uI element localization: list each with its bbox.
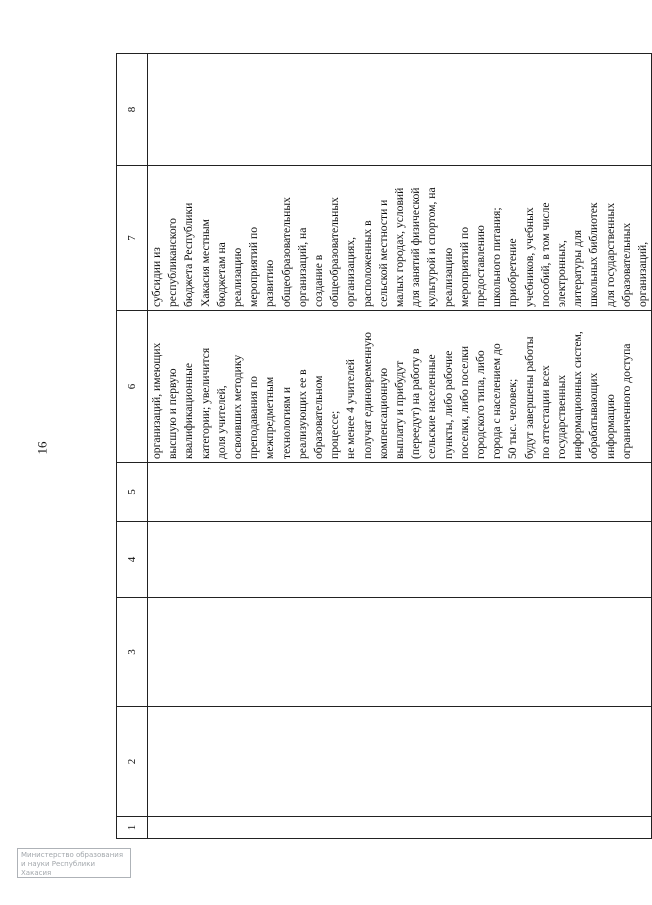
- col7-line: для государственных: [603, 202, 617, 307]
- col6-line: образовательном: [312, 375, 326, 459]
- col7-line: культурой и спортом, на: [425, 187, 439, 307]
- col6-line: не менее 4 учителей: [344, 358, 358, 459]
- col6-text: [148, 311, 635, 462]
- col6-line: по аттестации всех: [538, 365, 552, 459]
- col6-line: ограниченного доступа: [619, 343, 633, 459]
- col6-line: получат единовременную: [360, 332, 374, 459]
- col6-line: будут завершены работы: [522, 336, 536, 459]
- col6-line: организаций, имеющих: [150, 342, 163, 459]
- col7-line: школьных библиотек: [587, 202, 601, 307]
- column-number-3: 3: [117, 598, 148, 707]
- col6-line: города с населением до: [490, 343, 504, 459]
- column-number-2: 2: [117, 707, 148, 817]
- registration-stamp: [17, 848, 131, 878]
- rotated-table-container: [116, 54, 650, 839]
- col7-line: электронных,: [555, 240, 569, 307]
- column-number-row: [117, 54, 148, 839]
- table-cell-col1: [148, 817, 652, 839]
- col7-line: организациях,: [344, 236, 358, 307]
- col6-line: процессе;: [328, 410, 342, 459]
- col6-line: высшую и первую: [166, 368, 180, 459]
- col7-line: для занятий физической: [409, 187, 423, 307]
- col7-line: организаций,: [636, 241, 650, 307]
- column-number-1: 1: [117, 817, 148, 839]
- col7-line: мероприятий по: [457, 227, 471, 307]
- col7-line: реализацию: [231, 247, 245, 307]
- col7-line: общеобразовательных: [279, 197, 293, 307]
- column-number-5: 5: [117, 463, 148, 522]
- col7-line: создание в: [312, 254, 326, 307]
- col7-line: Хакасия местным: [198, 218, 212, 307]
- page-number: 16: [34, 441, 50, 455]
- col7-line: бюджетам на: [214, 242, 228, 307]
- col6-line: выплату и прибудут: [393, 360, 407, 459]
- table-cell-col7: [148, 166, 652, 311]
- col7-line: реализацию: [441, 247, 455, 307]
- col6-line: технологиям и: [279, 386, 293, 459]
- col6-line: обрабатывающих: [587, 372, 601, 459]
- col7-line: бюджета Республики: [182, 202, 196, 307]
- table-cell-col8: [148, 54, 652, 166]
- table-row: [148, 54, 652, 839]
- table-cell-col6: [148, 311, 652, 463]
- col7-line: школьного питания;: [490, 207, 504, 307]
- column-number-8: 8: [117, 54, 148, 166]
- col6-line: сельские населенные: [425, 354, 439, 459]
- table-cell-col5: [148, 463, 652, 522]
- col7-line: организаций, на: [295, 227, 309, 307]
- col7-line: мероприятий по: [247, 227, 261, 307]
- col6-line: городского типа, либо: [474, 350, 488, 459]
- col7-line: республиканского: [166, 218, 180, 307]
- col6-line: государственных: [555, 374, 569, 459]
- table-cell-col4: [148, 522, 652, 598]
- col6-line: (переедут) на работу в: [409, 348, 423, 459]
- col6-line: освоивших методику: [231, 354, 245, 459]
- col7-line: субсидии из: [150, 247, 163, 307]
- column-number-7: 7: [117, 166, 148, 311]
- col6-line: информационных систем,: [571, 331, 585, 459]
- col7-line: пособий, в том числе: [538, 202, 552, 307]
- col6-line: 50 тыс. человек;: [506, 378, 520, 459]
- col7-line: литературы для: [571, 229, 585, 307]
- table-cell-col2: [148, 707, 652, 817]
- column-number-4: 4: [117, 522, 148, 598]
- column-number-6: 6: [117, 311, 148, 463]
- col7-line: приобретение: [506, 238, 520, 307]
- col7-line: малых городах, условий: [393, 187, 407, 307]
- col7-line: сельской местности и: [376, 199, 390, 307]
- col7-line: расположенных в: [360, 220, 374, 307]
- col7-line: предоставлению: [474, 225, 488, 307]
- document-table: [116, 53, 652, 839]
- col6-line: пункты, либо рабочие: [441, 350, 455, 459]
- col6-line: поселки, либо поселки: [457, 345, 471, 459]
- col6-line: межпредметным: [263, 376, 277, 459]
- col6-line: преподавания по: [247, 376, 261, 459]
- col7-line: учебников, учебных: [522, 207, 536, 307]
- col7-text: [148, 166, 651, 310]
- col6-line: реализующих ее в: [295, 369, 309, 459]
- stamp-line: и науки Республики: [21, 860, 95, 868]
- col6-line: категории; увеличится: [198, 347, 212, 459]
- col6-line: информацию: [603, 394, 617, 459]
- stamp-line: Хакасия: [21, 869, 52, 877]
- col6-line: компенсационную: [376, 367, 390, 459]
- col7-line: образовательных: [619, 222, 633, 307]
- col6-line: доля учителей,: [214, 385, 228, 459]
- col7-line: общеобразовательных: [328, 197, 342, 307]
- table-cell-col3: [148, 598, 652, 707]
- col7-line: развитию: [263, 259, 277, 307]
- col6-line: квалификационные: [182, 362, 196, 459]
- stamp-line: Министерство образования: [21, 851, 124, 859]
